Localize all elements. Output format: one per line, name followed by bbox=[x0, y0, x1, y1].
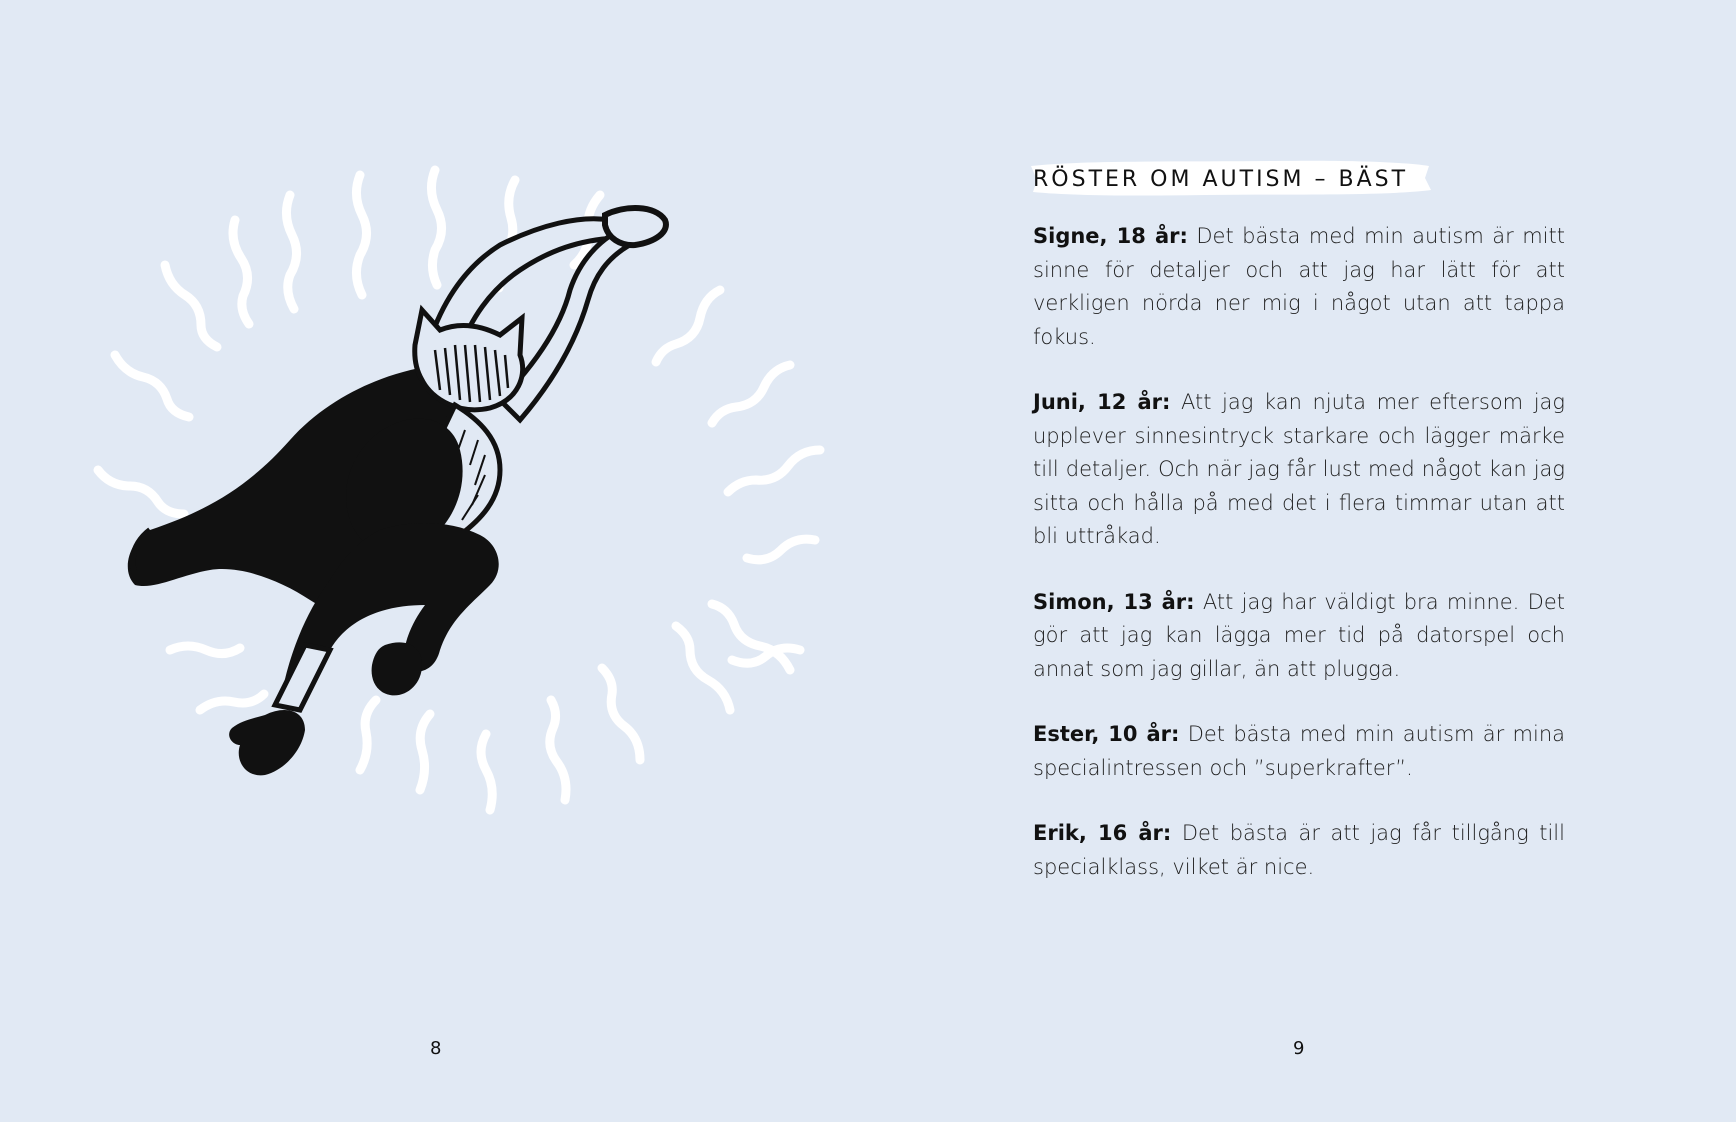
flying-figure-drawing bbox=[60, 150, 860, 910]
quote-juni bbox=[1033, 386, 1565, 554]
quote-speaker: Ester, 10 år: bbox=[1033, 722, 1180, 746]
quote-speaker: Signe, 18 år: bbox=[1033, 224, 1188, 248]
quote-text: Det bästa är att jag får tillgång till specialklass, vilket är nice. bbox=[1033, 821, 1565, 879]
quote-text: Att jag har väldigt bra minne. Det gör att jag kan lägga mer tid på datorspel och annat som jag gillar, än att plugga. bbox=[1033, 589, 1565, 681]
page-number-right: 9 bbox=[1293, 1038, 1305, 1059]
superhero-illustration bbox=[60, 150, 860, 910]
figure-silhouette bbox=[128, 208, 666, 775]
quote-simon bbox=[1033, 586, 1565, 687]
quote-speaker: Simon, 13 år: bbox=[1033, 589, 1195, 614]
quote-speaker: Juni, 12 år: bbox=[1033, 390, 1171, 414]
quote-speaker: Erik, 16 år: bbox=[1033, 821, 1172, 845]
quote-erik bbox=[1033, 817, 1565, 884]
page-heading: RÖSTER OM AUTISM – BÄST bbox=[1033, 167, 1409, 192]
page-number-left: 8 bbox=[430, 1038, 442, 1059]
heading-block bbox=[1033, 150, 1565, 206]
right-page-text bbox=[1033, 150, 1565, 916]
quote-signe bbox=[1033, 220, 1565, 354]
quote-ester bbox=[1033, 718, 1565, 785]
quote-text: Det bästa med min autism är mina specialintressen och ”superkrafter”. bbox=[1033, 722, 1565, 780]
quote-text: Att jag kan njuta mer eftersom jag upplever sinnesintryck starkare och lägger märke till detaljer. Och när jag får lust med något kan jag sitta och hålla på med det i flera timmar utan att bli uttråkad. bbox=[1033, 390, 1566, 548]
quote-text: Det bästa med min autism är mitt sinne för detaljer och att jag har lätt för att verkligen nörda ner mig i något utan att tappa fokus. bbox=[1033, 224, 1565, 349]
